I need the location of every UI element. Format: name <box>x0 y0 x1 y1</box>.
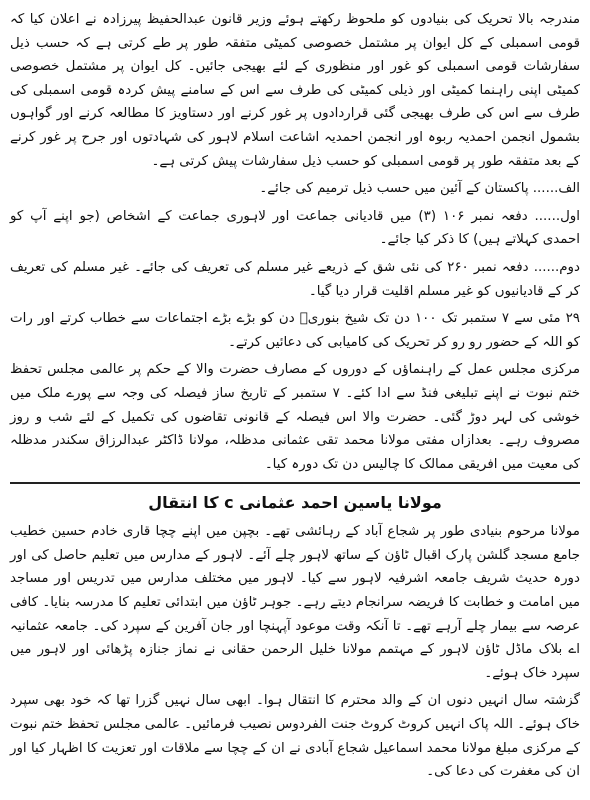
obituary-paragraph-1: مولانا مرحوم بنیادی طور پر شجاع آباد کے رہائشی تھے۔ بچپن میں اپنے چچا قاری خادم حسین خطیب جامع مسجد گلشن پارک اقبال ٹاؤن کے ساتھ لاہور چلے آئے۔ لاہور کے مدارس میں تعلیم حاصل کی اور دورہ حدیث شریف جامعہ اشرفیہ لاہور سے کیا۔ لاہور میں مختلف مدارس میں تدریس اور مساجد میں امامت و خطابت کا فریضہ سرانجام دیتے رہے۔ جوہر ٹاؤن میں ابتدائی تعلیم کا مدرسہ بنایا۔ کافی عرصہ سے بیمار چلے آرہے تھے۔ تا آنکہ وقت موعود آپہنچا اور جان آفرین کے سپرد کی۔ جامعہ عثمانیہ اے بلاک ماڈل ٹاؤن لاہور کے مہتمم مولانا خلیل الرحمن حقانی نے نماز جنازہ پڑھائی اور لاہور میں سپرد خاک ہوئے۔ <box>10 524 580 681</box>
paragraph-markazi-majlis: مرکزی مجلس عمل کے راہنماؤں کے دوروں کے مصارف حضرت والا کے حکم پر عالمی مجلس تحفظ ختم نبوت نے اپنے تبلیغی فنڈ سے ادا کئے۔ ۷ ستمبر کے تاریخ ساز فیصلہ کی وجہ سے پورے ملک میں خوشی کی لہر دوڑ گئی۔ حضرت والا اس فیصلہ کے قانونی تقاضوں کی تکمیل کے لئے شب و روز مصروف رہے۔ بعدازاں مفتی مولانا محمد تقی عثمانی مدظلہ، مولانا ڈاکٹر عبدالرزاق سکندر مدظلہ کی معیت میں افریقی ممالک کا چالیس دن تک دورہ کیا۔ <box>10 362 580 472</box>
item-doum: دوم...... دفعہ نمبر ۲۶۰ کی نئی شق کے ذریعے غیر مسلم کی تعریف کی جائے۔ غیر مسلم کی تعریف کر کے قادیانیوں کو غیر مسلم اقلیت قرار دیا گیا۔ <box>10 259 580 299</box>
obituary-paragraph-2: گزشتہ سال انہیں دنوں ان کے والد محترم کا انتقال ہوا۔ ابھی سال نہیں گزرا تھا کہ خود بھی سپرد خاک ہوئے۔ اللہ پاک انہیں کروٹ کروٹ جنت الفردوس نصیب فرمائیں۔ عالمی مجلس تحفظ ختم نبوت کے مرکزی مبلغ مولانا محمد اسماعیل شجاع آبادی نے ان کے چچا سے ملاقات اور تعزیت کا اظہار کیا اور ان کی مغفرت کی دعا کی۔ <box>10 693 580 780</box>
intro-paragraph: مندرجہ بالا تحریک کی بنیادوں کو ملحوظ رکھتے ہوئے وزیر قانون عبدالحفیظ پیرزادہ نے اعلان کیا کہ قومی اسمبلی کے کل ایوان پر مشتمل خصوصی کمیٹی متفقہ طور پر طے کرتی ہے کہ حسب ذیل سفارشات قومی اسمبلی کو غور اور منظوری کے لئے بھیجی جائیں۔ کل ایوان پر مشتمل خصوصی کمیٹی اپنی راہنما کمیٹی اور ذیلی کمیٹی کی طرف سے اس کے سامنے پیش کردہ قومی اسمبلی کی طرف سے اس کی طرف بھیجی گئی قراردادوں پر غور کرنے اور دستاویز کا مطالعہ کرنے اور گواہوں بشمول انجمن احمدیہ ربوہ اور انجمن احمدیہ اشاعت اسلام لاہور کی شہادتوں اور جرح پر غور کرنے کے بعد متفقہ طور پر قومی اسمبلی کو حسب ذیل سفارشات پیش کرتی ہے۔ <box>10 12 580 169</box>
section-divider <box>10 482 580 484</box>
item-awwal: اول...... دفعہ نمبر ۱۰۶ (۳) میں قادیانی جماعت اور لاہوری جماعت کے اشخاص (جو اپنے آپ کو احمدی کہلاتے ہیں) کا ذکر کیا جائے۔ <box>10 208 580 248</box>
paragraph-29-may: ۲۹ مئی سے ۷ ستمبر تک ۱۰۰ دن تک شیخ بنوریؒ دن کو بڑے بڑے اجتماعات سے خطاب کرتے اور رات کو اللہ کے حضور رو رو کر تحریک کی کامیابی کی دعائیں کرتے۔ <box>10 311 580 350</box>
section-heading: مولانا یاسین احمد عثمانی c کا انتقال <box>148 493 442 513</box>
item-alif: الف...... پاکستان کے آئین میں حسب ذیل ترمیم کی جائے۔ <box>259 181 580 197</box>
